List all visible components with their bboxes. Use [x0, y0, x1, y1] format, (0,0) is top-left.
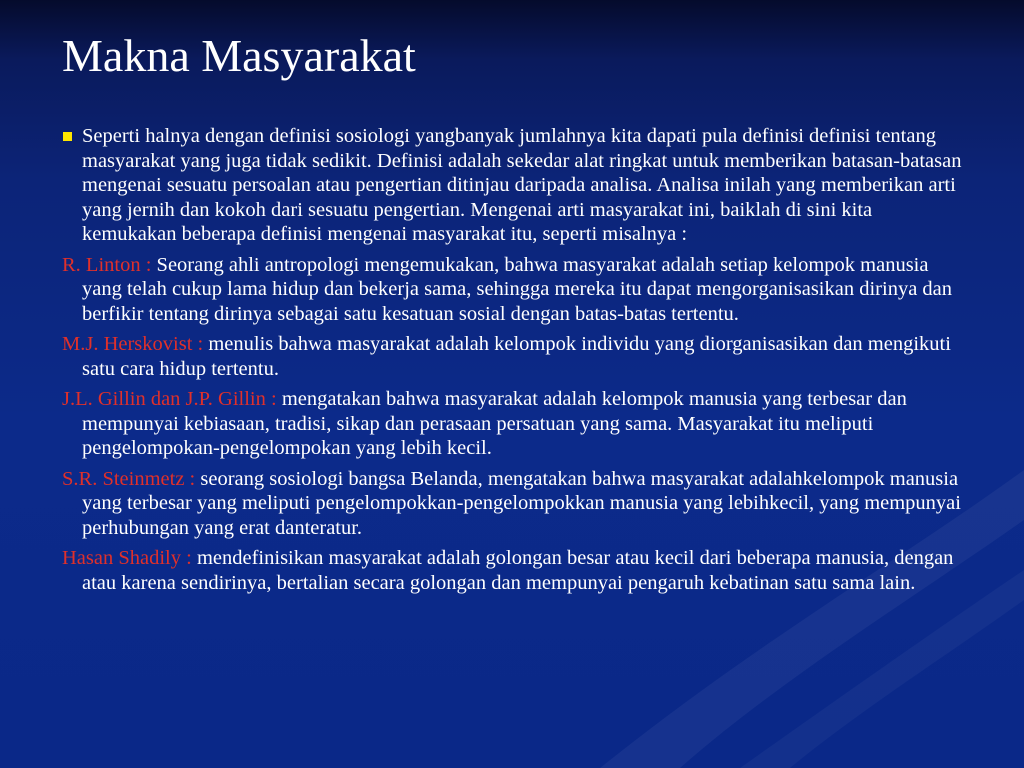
slide-title: Makna Masyarakat: [62, 30, 416, 81]
definition-text: mendefinisikan masyarakat adalah golongan besar atau kecil dari beberapa manusia, dengan atau karena sendirinya, bertalian secara golongan dan mempunyai pengaruh kebatinan satu sama lain.: [82, 547, 954, 594]
definition-text: Seorang ahli antropologi mengemukakan, bahwa masyarakat adalah setiap kelompok manusia yang telah cukup lama hidup dan bekerja sama, sehingga mereka itu dapat mengorganisasikan dirinya dan berfikir tentang dirinya sebagai satu kesatuan sosial dengan batas-batas tertentu.: [82, 253, 953, 325]
definition-item: [62, 546, 962, 595]
definition-author: Hasan Shadily :: [62, 547, 192, 569]
definition-item: [62, 332, 962, 381]
definition-item: [62, 387, 962, 461]
definition-author: R. Linton :: [62, 253, 152, 276]
slide-content: [62, 124, 962, 601]
square-bullet-icon: [63, 132, 72, 141]
definition-text: mengatakan bahwa masyarakat adalah kelompok manusia yang terbesar dan mempunyai kebiasaan, tradisi, sikap dan perasaan persatuan yang sama. Masyarakat itu meliputi pengelompokan-pengelompokan yang lebih kecil.: [82, 388, 907, 459]
definition-item: [62, 253, 962, 327]
definition-author: M.J. Herskovist :: [62, 333, 204, 355]
definition-author: S.R. Steinmetz :: [62, 467, 196, 490]
definition-text: seorang sosiologi bangsa Belanda, mengatakan bahwa masyarakat adalahkelompok manusia yang terbesar yang meliputi pengelompokkan-pengelompokkan manusia yang lebihkecil, yang mempunyai perhubungan yang erat danteratur.: [82, 467, 961, 539]
intro-paragraph: [62, 124, 962, 247]
intro-text: Seperti halnya dengan definisi sosiologi yangbanyak jumlahnya kita dapati pula definisi definisi tentang masyarakat yang juga tidak sedikit. Definisi adalah sekedar alat ringkat untuk memberikan batasan-batasan mengenai sesuatu persoalan atau pengertian ditinjau daripada analisa. Analisa inilah yang memberikan arti yang jernih dan kokoh dari sesuatu pengertian. Mengenai arti masyarakat ini, baiklah di sini kita kemukakan beberapa definisi mengenai masyarakat itu, seperti misalnya :: [82, 125, 962, 245]
definition-author: J.L. Gillin dan J.P. Gillin :: [62, 388, 277, 410]
definition-item: [62, 467, 962, 541]
definition-text: menulis bahwa masyarakat adalah kelompok individu yang diorganisasikan dan mengikuti satu cara hidup tertentu.: [82, 333, 951, 380]
